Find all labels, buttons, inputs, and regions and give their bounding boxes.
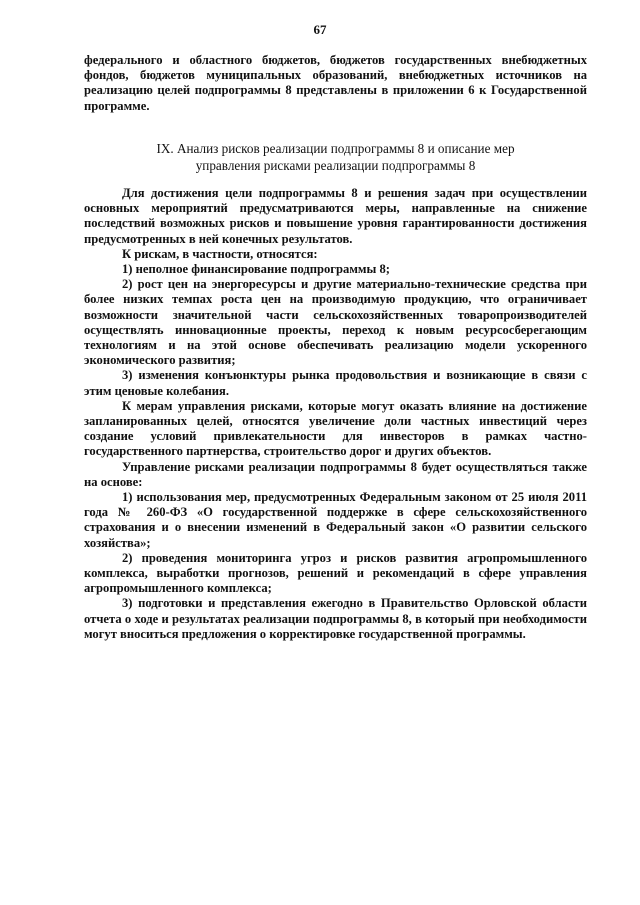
paragraph: К рискам, в частности, относятся: bbox=[122, 246, 318, 261]
list-item: 3) подготовки и представления ежегодно в Правительство Орловской области отчета о ходе и результатах реализации подпрограммы 8, в который при необходимости могут вноситься предложения о корректировке государственной программы. bbox=[84, 596, 587, 641]
intro-block bbox=[84, 53, 587, 114]
section-body bbox=[84, 186, 587, 642]
list-item: 1) неполное финансирование подпрограммы 8; bbox=[122, 262, 390, 277]
page-number: 67 bbox=[313, 22, 327, 37]
section-heading-line-1: IX. Анализ рисков реализации подпрограммы 8 и описание мер bbox=[156, 141, 515, 156]
paragraph: Для достижения цели подпрограммы 8 и решения задач при осуществлении основных мероприятий предусматриваются меры, направленные на снижение последствий возможных рисков и повышение уровня гарантированности достижения предусмотренных в ней конечных результатов. bbox=[84, 186, 587, 246]
list-item: 2) рост цен на энергоресурсы и другие материально-технические средства при более низких темпах роста цен на производимую продукцию, что ограничивает возможности значительной части сельскохозяйственных товаропроизводителей осуществлять инновационные проекты, переход к новым ресурсосберегающим технологиям и на этой основе обеспечивать реализацию модели ускоренного экономического развития; bbox=[84, 277, 587, 368]
list-item: 2) проведения мониторинга угроз и рисков развития агропромышленного комплекса, выработки прогнозов, решений и рекомендаций в сфере управления агропромышленного комплекса; bbox=[84, 550, 587, 596]
section-heading-line-2: управления рисками реализации подпрограммы 8 bbox=[195, 158, 476, 173]
paragraph: Управление рисками реализации подпрограммы 8 будет осуществляться также на основе: bbox=[84, 459, 587, 489]
intro-paragraph: федерального и областного бюджетов, бюджетов государственных внебюджетных фондов, бюджетов муниципальных образований, внебюджетных источников на реализацию целей подпрограммы 8 представлены в приложении 6 к Государственной программе. bbox=[84, 53, 587, 113]
list-item: 1) использования мер, предусмотренных Федеральным законом от 25 июля 2011 года № 260-ФЗ «О государственной поддержке в сфере сельскохозяйственного страхования и о внесении изменений в Федеральный закон «О развитии сельского хозяйства»; bbox=[84, 490, 587, 550]
paragraph: К мерам управления рисками, которые могут оказать влияние на достижение запланированных целей, относятся увеличение доли частных инвестиций через создание условий привлекательности для инвесторов в рамках частно-государственного партнерства, строительство дорог и других объектов. bbox=[84, 398, 587, 459]
section-heading bbox=[84, 140, 587, 174]
list-item: 3) изменения конъюнктуры рынка продовольствия и возникающие в связи с этим ценовые колебания. bbox=[84, 368, 587, 398]
